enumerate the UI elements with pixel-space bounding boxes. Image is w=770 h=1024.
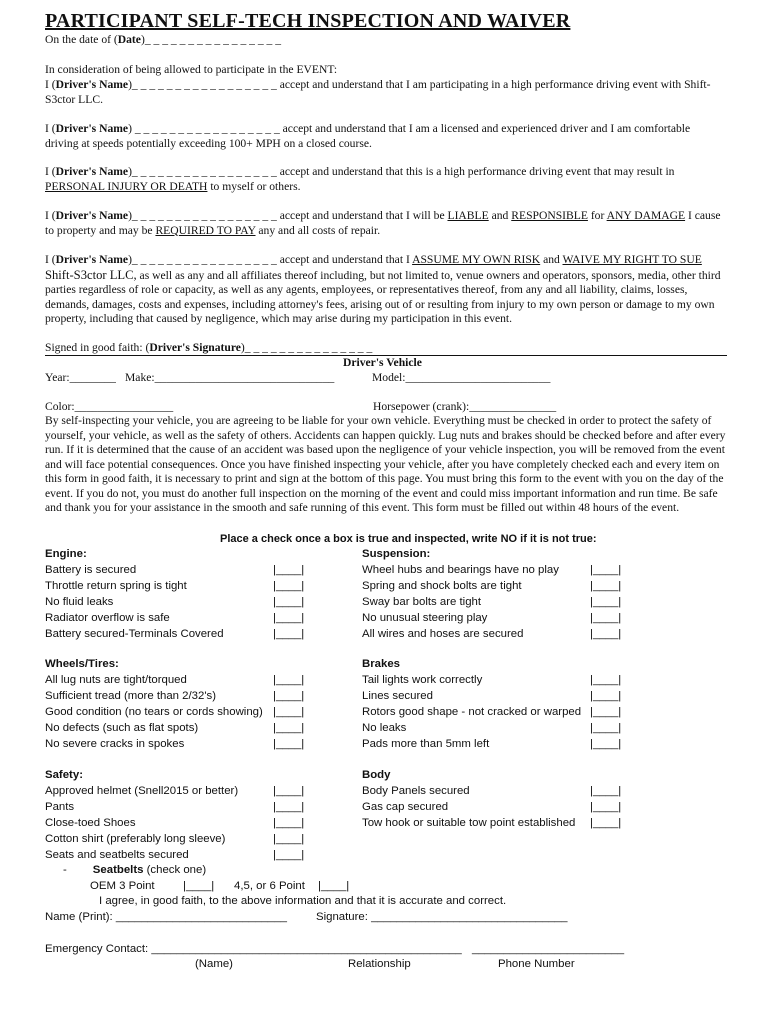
brakes-checkbox[interactable]: |____|: [590, 674, 622, 686]
engine-checkbox[interactable]: |____|: [273, 627, 305, 640]
signature-label: Driver's Signature: [149, 341, 241, 354]
clause-3-emphasis: PERSONAL INJURY OR DEATH: [45, 179, 208, 193]
clause-5-text: accept and understand that I: [276, 253, 413, 266]
clause-5-waive: WAIVE MY RIGHT TO SUE: [562, 253, 702, 266]
driver-name-label: Driver's Name: [55, 78, 129, 91]
suspension-checkbox[interactable]: |____|: [590, 579, 622, 592]
model-field[interactable]: Model:_________________________: [372, 371, 551, 384]
vehicle-heading: Driver's Vehicle: [343, 356, 422, 369]
oem-checkbox[interactable]: |____|: [183, 880, 215, 892]
relationship-field[interactable]: _______________________: [316, 943, 462, 955]
page-title: PARTICIPANT SELF-TECH INSPECTION AND WAIVER: [45, 10, 571, 32]
suspension-heading: Suspension:: [362, 548, 431, 560]
suspension-checkbox[interactable]: |____|: [590, 627, 622, 640]
engine-checkbox[interactable]: |____|: [273, 611, 305, 624]
wheels-checkbox[interactable]: |____|: [273, 689, 305, 702]
dash: -: [63, 864, 67, 876]
driver-name-label: Driver's Name: [55, 253, 129, 266]
multipoint-option: 4,5, or 6 Point: [234, 880, 305, 892]
safety-checkbox[interactable]: |____|: [273, 848, 305, 861]
clause-4-pay: REQUIRED TO PAY: [155, 223, 256, 237]
clause-2-text: accept and understand that I am a licensed and experienced driver and I am comfortable driving at speeds potentially exceeding 100+ MPH on a closed course.: [45, 122, 691, 150]
wheels-item: Sufficient tread (more than 2/32's): [45, 689, 217, 702]
body-checkbox[interactable]: |____|: [590, 816, 622, 829]
wheels-item: No severe cracks in spokes: [45, 737, 185, 750]
signature-blank: )_ _ _ _ _ _ _ _ _ _ _ _ _ _ _: [240, 341, 373, 354]
brakes-item: Lines secured: [362, 689, 433, 702]
driver-name-label: Driver's Name: [55, 209, 129, 222]
emergency-contact-field[interactable]: Emergency Contact: __________________________: [45, 943, 317, 955]
color-field[interactable]: Color:_________________: [45, 400, 174, 413]
wheels-checkbox[interactable]: |____|: [273, 721, 305, 734]
clause-4-text: I cause to property and may be: [45, 209, 721, 237]
clause-1-text: accept and understand that I am participating in a high performance driving event with Shift-S3ctor LLC.: [45, 78, 711, 106]
body-item: Gas cap secured: [362, 800, 449, 813]
body-item: Body Panels secured: [362, 785, 470, 797]
date-prefix: On the date of (: [45, 33, 118, 46]
clause-4-responsible: RESPONSIBLE: [511, 209, 588, 222]
brakes-checkbox[interactable]: |____|: [590, 705, 622, 718]
body-checkbox[interactable]: |____|: [590, 800, 622, 813]
safety-checkbox[interactable]: |____|: [273, 800, 305, 813]
suspension-item: Sway bar bolts are tight: [362, 595, 482, 608]
engine-item: No fluid leaks: [45, 595, 114, 608]
wheels-item: No defects (such as flat spots): [45, 721, 199, 734]
safety-checkbox[interactable]: |____|: [273, 785, 305, 797]
clause-4-liable: LIABLE: [447, 209, 489, 222]
body-heading: Body: [362, 769, 391, 781]
body-item: Tow hook or suitable tow point established: [362, 816, 576, 829]
seatbelts-label: Seatbelts: [92, 864, 144, 876]
clause-4-text: and: [488, 209, 512, 222]
engine-checkbox[interactable]: |____|: [273, 564, 305, 576]
clause-5-risk: ASSUME MY OWN RISK: [412, 253, 541, 266]
seatbelts-note: (check one): [143, 864, 207, 876]
date-line[interactable]: [45, 33, 281, 46]
engine-checkbox[interactable]: |____|: [273, 579, 305, 592]
phone-caption: Phone Number: [498, 958, 575, 970]
brakes-checkbox[interactable]: |____|: [590, 689, 622, 702]
brakes-checkbox[interactable]: |____|: [590, 737, 622, 750]
suspension-item: No unusual steering play: [362, 611, 488, 624]
driver-name-label: Driver's Name: [55, 165, 129, 178]
engine-checkbox[interactable]: |____|: [273, 595, 305, 608]
clause-5-text: as well as any and all affiliates thereof including, but not limited to, venue owners and operators, sponsors, media, other third parties regardless of role or capacity, as well as any agents, employees, or representatives thereof, from any and all liability, claims, losses, demands, damages, costs and expenses, including attorney's fees, arising out of or resulting from injury to my own person or damage to my own property, including that caused by negligence, which may arise during my participation in this event.: [45, 268, 721, 326]
clause-3-end: to myself or others.: [207, 179, 301, 193]
suspension-checkbox[interactable]: |____|: [590, 611, 622, 624]
safety-checkbox[interactable]: |____|: [273, 832, 305, 845]
driver-name-blank[interactable]: )_ _ _ _ _ _ _ _ _ _ _ _ _ _ _ _ _: [128, 165, 277, 178]
clause-5-company: Shift-S3ctor LLC,: [45, 267, 137, 282]
driver-name-blank[interactable]: )_ _ _ _ _ _ _ _ _ _ _ _ _ _ _ _ _: [128, 78, 277, 91]
wheels-item: All lug nuts are tight/torqued: [45, 674, 187, 686]
signature-line[interactable]: [45, 341, 372, 354]
engine-item: Throttle return spring is tight: [45, 579, 187, 592]
clause-5-text: and: [540, 253, 563, 266]
intro-text: In consideration of being allowed to participate in the EVENT:: [45, 63, 338, 76]
suspension-checkbox[interactable]: |____|: [590, 564, 622, 576]
brakes-checkbox[interactable]: |____|: [590, 721, 622, 734]
safety-heading: Safety:: [45, 769, 83, 781]
driver-name-blank[interactable]: )_ _ _ _ _ _ _ _ _ _ _ _ _ _ _ _ _: [128, 209, 277, 222]
suspension-checkbox[interactable]: |____|: [590, 595, 622, 608]
wheels-item: Good condition (no tears or cords showing): [45, 705, 263, 718]
safety-item: Cotton shirt (preferably long sleeve): [45, 832, 226, 845]
wheels-checkbox[interactable]: |____|: [273, 674, 305, 686]
brakes-heading: Brakes: [362, 658, 400, 670]
safety-item: Approved helmet (Snell2015 or better): [45, 785, 239, 797]
signed-prefix: Signed in good faith: (: [45, 341, 150, 354]
clause-4-damage: ANY DAMAGE: [606, 209, 686, 222]
brakes-item: Rotors good shape - not cracked or warped: [362, 705, 582, 718]
driver-name-label: Driver's Name: [55, 122, 129, 135]
make-field[interactable]: Make:_______________________________: [125, 371, 335, 384]
driver-name-blank[interactable]: )_ _ _ _ _ _ _ _ _ _ _ _ _ _ _ _ _: [128, 253, 277, 266]
suspension-item: Spring and shock bolts are tight: [362, 579, 522, 592]
clause-4: I (Driver's Name)_ _ _ _ _ _ _ _ _ _ _ _ _ _ _ _ _ accept and understand that I will be LIABLE and RESPONSIBLE for ANY DAMAGE I cause to property and may be REQUIRED TO PAY any and all costs of repair.: [45, 209, 721, 237]
clause-4-text: any and all costs of repair.: [255, 223, 381, 237]
brakes-item: No leaks: [362, 721, 407, 734]
body-checkbox[interactable]: |____|: [590, 785, 622, 797]
oem-option: OEM 3 Point: [90, 880, 155, 892]
safety-item: Close-toed Shoes: [45, 816, 136, 829]
suspension-item: Wheel hubs and bearings have no play: [362, 564, 559, 576]
clause-4-text: for: [587, 209, 607, 222]
brakes-item: Pads more than 5mm left: [362, 737, 490, 750]
safety-item: Pants: [45, 800, 75, 813]
wheels-heading: Wheels/Tires:: [45, 658, 119, 670]
engine-heading: Engine:: [45, 548, 87, 560]
seatbelts-line: [63, 864, 206, 876]
agreement-text: I agree, in good faith, to the above information and that it is accurate and correct.: [99, 895, 507, 907]
engine-item: Battery secured-Terminals Covered: [45, 627, 224, 640]
inspection-paragraph: By self-inspecting your vehicle, you are agreeing to be liable for your own vehicle. Everything must be checked in order to protect the safety of yourself, your vehicle, as well as the safety of others. Accidents can happen quickly. Lug nuts and brakes should be checked before and after every run. If it is determined that the cause of an accident was based upon the negligence of your vehicle inspection, you will be removed from the event and will face potential consequences. Once you have finished inspecting your vehicle, after you have completely checked each and every item on this form in good faith, it is necessary to print and sign at the bottom of this page. You must bring this form to the event with you on the day of the event. If you do not, you must do another full inspection on the morning of the event and could miss important information and run time. Be safe and thank you for your assistance in the smooth and safe running of this event. This form must be filled out within 48 hours of the event.: [45, 414, 726, 514]
signature-field[interactable]: Signature: _______________________________: [316, 911, 568, 923]
date-label: Date: [117, 33, 141, 46]
wheels-checkbox[interactable]: |____|: [273, 737, 305, 750]
clause-3-text: accept and understand that this is a high performance driving event that may result in: [276, 165, 675, 178]
wheels-checkbox[interactable]: |____|: [273, 705, 305, 718]
multipoint-checkbox[interactable]: |____|: [318, 880, 350, 892]
suspension-item: All wires and hoses are secured: [362, 627, 524, 640]
name-print-field[interactable]: Name (Print): ___________________________: [45, 911, 287, 923]
name-caption: (Name): [195, 958, 233, 970]
clause-4-text: accept and understand that I will be: [276, 209, 448, 222]
engine-item: Radiator overflow is safe: [45, 611, 170, 624]
engine-item: Battery is secured: [45, 564, 137, 576]
year-field[interactable]: Year:________: [45, 371, 116, 384]
phone-field[interactable]: ________________________: [472, 943, 625, 955]
check-instruction: Place a check once a box is true and inspected, write NO if it is not true:: [220, 533, 597, 545]
clause-2: I (Driver's Name) _ _ _ _ _ _ _ _ _ _ _ _ _ _ _ _ _ accept and understand that I am a licensed and experienced driver and I am comfortable driving at speeds potentially exceeding 100+ MPH on a closed course.: [45, 122, 691, 150]
clause-1: I (Driver's Name)_ _ _ _ _ _ _ _ _ _ _ _ _ _ _ _ _ accept and understand that I am participating in a high performance driving event with Shift-S3ctor LLC.: [45, 78, 711, 106]
driver-name-blank[interactable]: ) _ _ _ _ _ _ _ _ _ _ _ _ _ _ _ _ _: [128, 122, 280, 135]
safety-item: Seats and seatbelts secured: [45, 848, 189, 861]
date-blank: )_ _ _ _ _ _ _ _ _ _ _ _ _ _ _ _: [140, 33, 282, 46]
safety-checkbox[interactable]: |____|: [273, 816, 305, 829]
clause-5: I (Driver's Name)_ _ _ _ _ _ _ _ _ _ _ _ _ _ _ _ _ accept and understand that I ASSUME MY OWN RISK and WAIVE MY RIGHT TO SUE Shift-S3ctor LLC, as well as any and all affiliates thereof including, but not limited to, venue owners and operators, sponsors, media, other third parties regardless of role or capacity, as well as any agents, employees, or representatives thereof, from any and all liability, claims, losses, demands, damages, costs and expenses, including attorney's fees, arising out of or resulting from injury to my own person or damage to my own property, including that caused by negligence, which may arise during my participation in this event.: [45, 253, 721, 326]
horsepower-field[interactable]: Horsepower (crank):_______________: [373, 400, 557, 413]
brakes-item: Tail lights work correctly: [362, 674, 483, 686]
clause-3: I (Driver's Name)_ _ _ _ _ _ _ _ _ _ _ _ _ _ _ _ _ accept and understand that this is a high performance driving event that may result in PERSONAL INJURY OR DEATH to myself or others.: [45, 165, 675, 193]
relationship-caption: Relationship: [348, 958, 411, 970]
